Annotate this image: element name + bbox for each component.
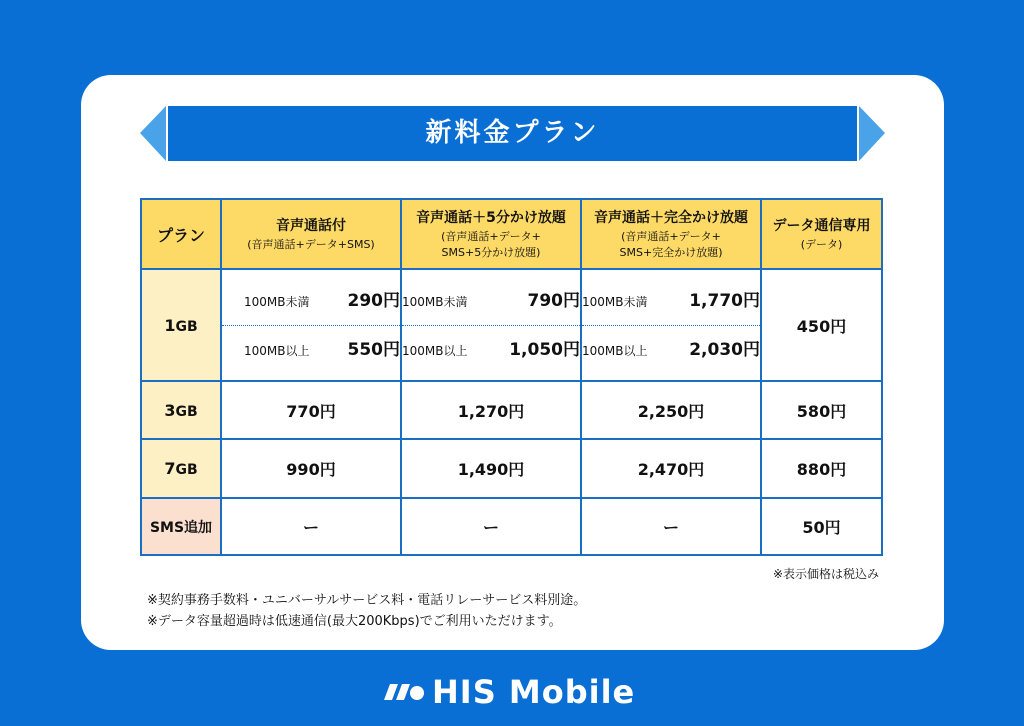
logo-mark-icon — [380, 682, 426, 702]
cell-1gb-voice-5min: 100MB未満 790円 100MB以上 1,050円 — [401, 269, 581, 381]
cell-sms-voice: ー — [221, 498, 401, 555]
cell-3gb-data: 580円 — [761, 381, 882, 439]
arrow-left-icon — [140, 106, 166, 161]
cell-3gb-voice-5min: 1,270円 — [401, 381, 581, 439]
cell-sms-voice-unlimited: ー — [581, 498, 761, 555]
cell-7gb-data: 880円 — [761, 439, 882, 498]
row-header-3gb: 3GB — [141, 381, 221, 439]
page-title: 新料金プラン — [425, 118, 600, 148]
title-banner — [140, 106, 885, 161]
cell-7gb-voice-5min: 1,490円 — [401, 439, 581, 498]
table-row-sms — [141, 498, 882, 555]
row-header-7gb: 7GB — [141, 439, 221, 498]
cell-sms-voice-5min: ー — [401, 498, 581, 555]
header-voice: 音声通話付 (音声通話+データ+SMS) — [221, 199, 401, 269]
cell-sms-data: 50円 — [761, 498, 882, 555]
table-row-3gb — [141, 381, 882, 439]
footnotes — [147, 590, 586, 632]
footnote-throttle: ※データ容量超過時は低速通信(最大200Kbps)でご利用いただけます。 — [147, 614, 562, 629]
table-header-row — [141, 199, 882, 269]
cell-1gb-voice-unlimited: 100MB未満 1,770円 100MB以上 2,030円 — [581, 269, 761, 381]
cell-1gb-data: 450円 — [761, 269, 882, 381]
header-plan: プラン — [141, 199, 221, 269]
table-row-1gb — [141, 269, 882, 381]
cell-3gb-voice-unlimited: 2,250円 — [581, 381, 761, 439]
arrow-right-icon — [859, 106, 885, 161]
row-header-sms: SMS追加 — [141, 498, 221, 555]
header-voice-unlimited: 音声通話＋完全かけ放題 (音声通話+データ+ SMS+完全かけ放題) — [581, 199, 761, 269]
cell-7gb-voice-unlimited: 2,470円 — [581, 439, 761, 498]
price-table — [140, 198, 883, 556]
tax-note: ※表示価格は税込み — [772, 567, 879, 581]
row-header-1gb: 1GB — [141, 269, 221, 381]
header-voice-5min: 音声通話＋5分かけ放題 (音声通話+データ+ SMS+5分かけ放題) — [401, 199, 581, 269]
cell-3gb-voice: 770円 — [221, 381, 401, 439]
cell-7gb-voice: 990円 — [221, 439, 401, 498]
header-data-only: データ通信専用 (データ) — [761, 199, 882, 269]
brand-name: HIS Mobile — [432, 673, 636, 711]
table-row-7gb — [141, 439, 882, 498]
brand-logo — [380, 670, 635, 714]
footnote-fees: ※契約事務手数料・ユニバーサルサービス料・電話リレーサービス料別途。 — [147, 593, 587, 608]
cell-1gb-voice: 100MB未満 290円 100MB以上 550円 — [221, 269, 401, 381]
